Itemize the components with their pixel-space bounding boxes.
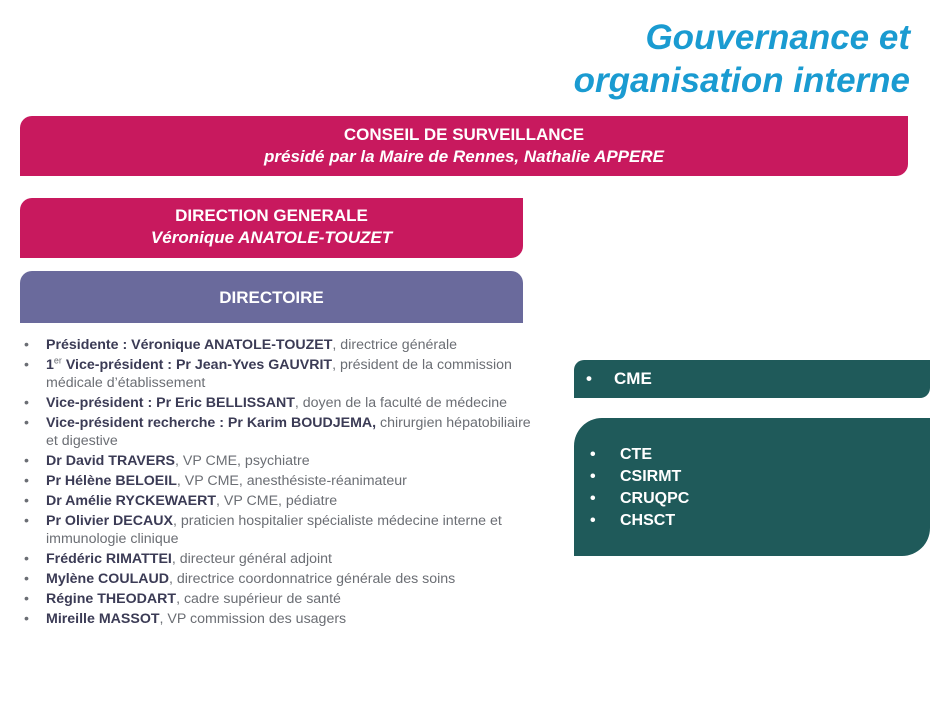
- instance-item: [590, 488, 930, 510]
- member-name: Dr Amélie RYCKEWAERT: [46, 493, 217, 509]
- member-ordinal-suffix: er: [53, 355, 62, 366]
- directoire-member-list: [20, 336, 535, 630]
- member-name: Dr David TRAVERS: [46, 453, 176, 469]
- page-title-line-2: organisation interne: [573, 61, 910, 100]
- bullet-icon: •: [24, 453, 29, 469]
- page-title-line-1: Gouvernance et: [645, 18, 910, 57]
- member-name: Mireille MASSOT: [46, 611, 160, 627]
- member-role: , VP CME, pédiatre: [216, 493, 338, 509]
- member-name: Mylène COULAUD: [46, 571, 169, 587]
- instance-item: [590, 510, 930, 532]
- member-name: Vice-président : Pr Eric BELLISSANT: [46, 395, 295, 411]
- member-role: , directeur général adjoint: [171, 551, 332, 567]
- directoire-heading: DIRECTOIRE: [219, 288, 324, 307]
- member-item: [20, 610, 535, 628]
- member-name: Vice-président recherche : Pr Karim BOUDJEMA,: [46, 415, 377, 431]
- bullet-icon: •: [24, 357, 29, 373]
- member-item: [20, 356, 535, 392]
- member-role: , président de la commission médicale d’établissement: [46, 357, 512, 391]
- member-name: Régine THEODART: [46, 591, 177, 607]
- instance-label: CHSCT: [620, 512, 676, 529]
- bullet-icon: •: [24, 611, 29, 627]
- cme-box: [574, 360, 930, 398]
- member-role: , doyen de la faculté de médecine: [294, 395, 508, 411]
- bullet-icon: •: [24, 513, 29, 529]
- member-role: chirurgien hépatobiliaire et digestive: [46, 415, 531, 449]
- bullet-icon: •: [590, 512, 596, 529]
- instance-label: CTE: [620, 446, 652, 463]
- conseil-heading: CONSEIL DE SURVEILLANCE: [343, 125, 585, 144]
- member-item: [20, 492, 535, 510]
- instance-item: [590, 444, 930, 466]
- member-item: [20, 414, 535, 450]
- bullet-icon: •: [24, 415, 29, 431]
- bullet-icon: •: [590, 468, 596, 485]
- member-item: [20, 336, 535, 354]
- direction-generale-banner: [20, 198, 523, 258]
- bullet-icon: •: [24, 337, 29, 353]
- cme-label: CME: [614, 369, 652, 388]
- bullet-icon: •: [24, 493, 29, 509]
- conseil-de-surveillance-banner: [20, 116, 908, 176]
- member-item: [20, 590, 535, 608]
- member-item: [20, 452, 535, 470]
- member-item: [20, 550, 535, 568]
- bullet-icon: •: [24, 395, 29, 411]
- member-name: Présidente : Véronique ANATOLE-TOUZET: [46, 337, 333, 353]
- member-role: , praticien hospitalier spécialiste médecine interne et immunologie clinique: [46, 513, 502, 547]
- member-name: Vice-président : Pr Jean-Yves GAUVRIT: [61, 357, 333, 373]
- bullet-icon: •: [24, 591, 29, 607]
- member-role: , VP CME, psychiatre: [175, 453, 310, 469]
- member-name: Pr Hélène BELOEIL: [46, 473, 177, 489]
- member-role: , directrice coordonnatrice générale des soins: [168, 571, 456, 587]
- direction-heading: DIRECTION GENERALE: [175, 206, 368, 225]
- bullet-icon: •: [24, 571, 29, 587]
- instance-label: CSIRMT: [620, 468, 682, 485]
- instance-item: [590, 466, 930, 488]
- conseil-subtitle: présidé par la Maire de Rennes, Nathalie APPERE: [264, 147, 664, 166]
- bullet-icon: •: [586, 369, 592, 388]
- member-role: , VP CME, anesthésiste-réanimateur: [176, 473, 407, 489]
- bullet-icon: •: [590, 490, 596, 507]
- member-role: , directrice générale: [332, 337, 458, 353]
- instances-box: [574, 418, 930, 556]
- page-title: [310, 16, 910, 102]
- member-item: [20, 512, 535, 548]
- member-role: , cadre supérieur de santé: [176, 591, 341, 607]
- member-item: [20, 472, 535, 490]
- member-item: [20, 394, 535, 412]
- member-name: Frédéric RIMATTEI: [46, 551, 172, 567]
- bullet-icon: •: [24, 473, 29, 489]
- bullet-icon: •: [24, 551, 29, 567]
- member-role: , VP commission des usagers: [159, 611, 347, 627]
- directoire-banner: [20, 271, 523, 323]
- bullet-icon: •: [590, 446, 596, 463]
- instance-label: CRUQPC: [620, 490, 690, 507]
- member-ordinal: 1: [46, 357, 54, 373]
- member-item: [20, 570, 535, 588]
- direction-name: Véronique ANATOLE-TOUZET: [150, 228, 393, 247]
- member-name: Pr Olivier DECAUX: [46, 513, 173, 529]
